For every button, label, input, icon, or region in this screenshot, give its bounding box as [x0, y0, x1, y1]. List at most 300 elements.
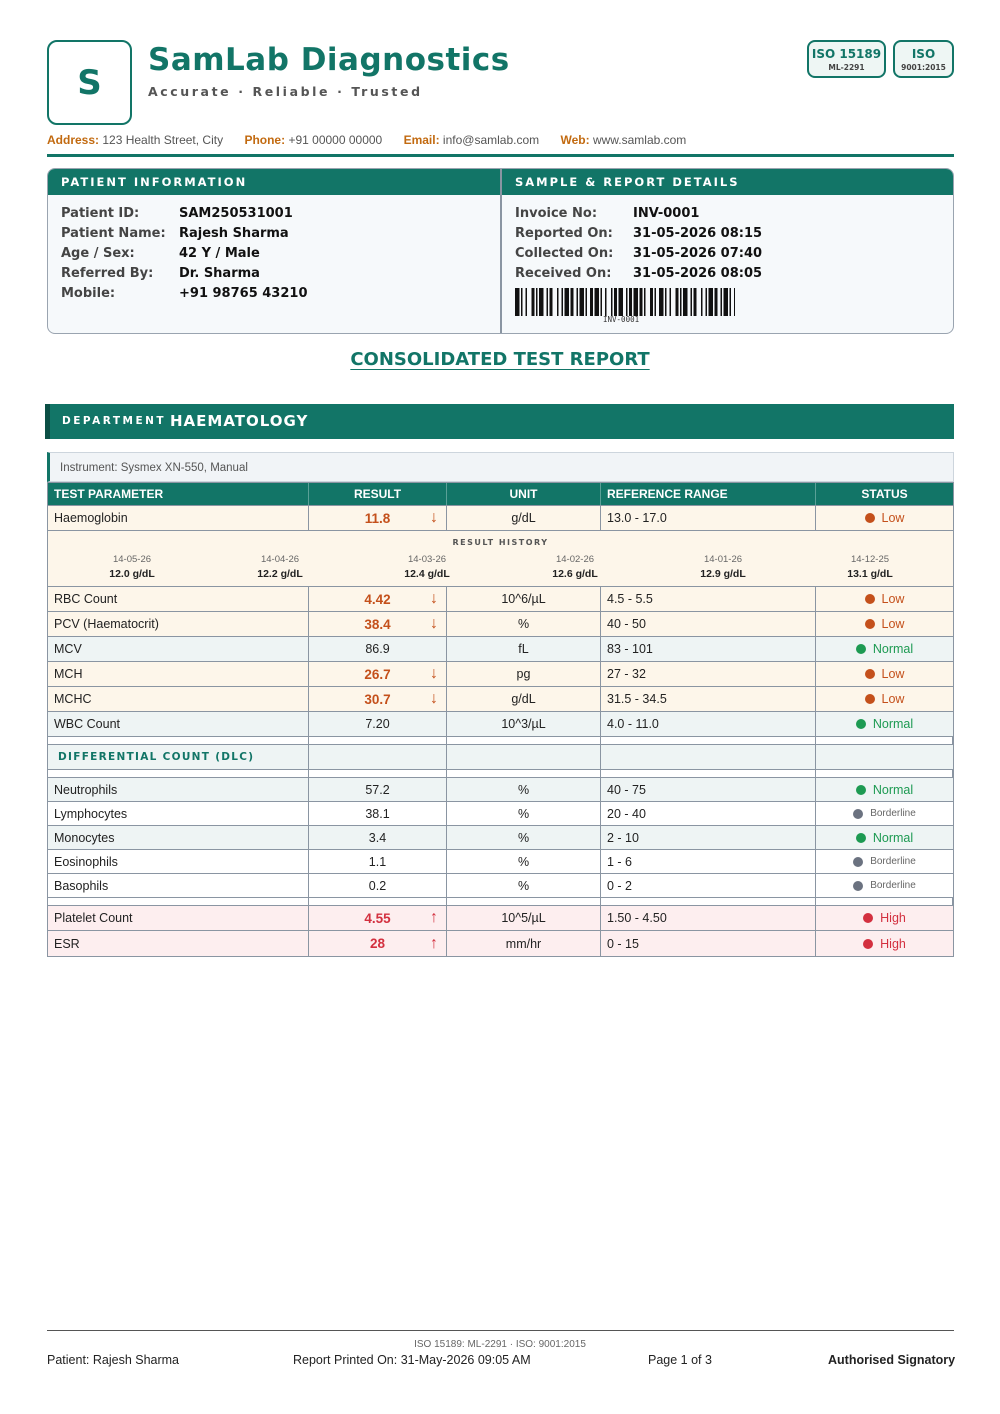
status-label: Low	[881, 511, 905, 525]
barcode-bar	[515, 288, 520, 316]
status-dot-icon	[865, 594, 875, 604]
info-row	[61, 224, 308, 244]
header-status: STATUS	[861, 487, 908, 501]
barcode-bar	[640, 288, 643, 316]
spacer-cell	[48, 770, 309, 777]
barcode-bar	[605, 288, 607, 316]
barcode-bar	[683, 288, 688, 316]
barcode-bar	[665, 288, 667, 316]
barcode-bar	[614, 288, 617, 316]
barcode-bar	[539, 288, 544, 316]
table-row	[48, 850, 953, 874]
cell-reference-range: 31.5 - 34.5	[601, 687, 816, 711]
dlc-cell	[816, 745, 953, 769]
cell-status	[816, 687, 953, 711]
table-row	[48, 662, 953, 687]
cell-reference-range: 20 - 40	[601, 802, 816, 825]
history-value: 12.4 g/dL	[404, 568, 450, 580]
history-date: 14-04-26	[260, 554, 300, 565]
barcode-bar	[586, 288, 588, 316]
spacer-cell	[601, 737, 816, 744]
cell-status	[816, 906, 953, 930]
result-value: 3.4	[368, 830, 387, 845]
barcode-bar	[634, 288, 639, 316]
barcode-bar	[730, 288, 732, 316]
cell-result	[309, 637, 447, 661]
spacer-cell	[447, 898, 601, 905]
status-badge	[853, 880, 916, 891]
cell-parameter: MCHC	[48, 687, 309, 711]
history-point	[663, 554, 783, 580]
barcode-bar	[557, 288, 559, 316]
iso-badge-title: ISO 15189	[811, 47, 882, 61]
cell-result	[309, 712, 447, 736]
cell-result	[309, 687, 447, 711]
status-dot-icon	[856, 833, 866, 843]
status-dot-icon	[863, 913, 873, 923]
history-date: 14-05-26	[112, 554, 152, 565]
barcode	[515, 288, 735, 316]
cell-unit: pg	[447, 662, 601, 686]
status-dot-icon	[865, 669, 875, 679]
barcode-bar	[536, 288, 538, 316]
table-row	[48, 712, 953, 737]
cell-unit: 10^5/µL	[447, 906, 601, 930]
cell-parameter: WBC Count	[48, 712, 309, 736]
barcode-bar	[550, 288, 553, 316]
history-point	[810, 554, 930, 580]
status-badge	[856, 831, 913, 845]
cell-parameter: Platelet Count	[48, 906, 309, 930]
report-title-text: CONSOLIDATED TEST REPORT	[350, 349, 650, 370]
table-row	[48, 778, 953, 802]
barcode-bar	[691, 288, 693, 316]
barcode-bar	[601, 288, 603, 316]
result-value: 38.1	[365, 806, 390, 821]
iso-badge-title: ISO	[911, 47, 936, 61]
cell-status	[816, 874, 953, 897]
info-value: Dr. Sharma	[179, 266, 260, 281]
sample-details-heading: SAMPLE & REPORT DETAILS	[502, 169, 954, 195]
status-badge	[853, 856, 916, 867]
spacer-cell	[447, 737, 601, 744]
arrow-down-icon: ↓	[430, 690, 438, 707]
result-value: 11.8	[364, 510, 391, 526]
cell-status	[816, 802, 953, 825]
info-row	[515, 264, 762, 284]
barcode-bar	[701, 288, 703, 316]
info-value: Rajesh Sharma	[179, 226, 289, 241]
web-label: Web:	[560, 133, 590, 147]
footer-divider	[47, 1330, 954, 1331]
footer-signatory: Authorised Signatory	[828, 1353, 956, 1367]
cell-result	[309, 587, 447, 611]
cell-parameter: PCV (Haematocrit)	[48, 612, 309, 636]
report-title	[0, 349, 1000, 370]
info-label: Collected On:	[515, 246, 614, 261]
arrow-down-icon: ↓	[430, 509, 438, 526]
department-label: DEPARTMENT	[62, 415, 167, 427]
table-spacer	[48, 770, 953, 778]
cell-reference-range: 4.5 - 5.5	[601, 587, 816, 611]
cell-unit: mm/hr	[447, 931, 601, 956]
status-label: High	[880, 936, 906, 951]
spacer-cell	[309, 770, 447, 777]
dlc-cell	[48, 745, 309, 769]
history-value: 12.6 g/dL	[552, 568, 598, 580]
result-history-title: RESULT HISTORY	[452, 538, 549, 547]
status-label: Normal	[872, 782, 914, 797]
arrow-down-icon: ↓	[430, 615, 438, 632]
barcode-bar	[562, 288, 564, 316]
info-row	[515, 224, 762, 244]
address-label: Address:	[47, 133, 100, 147]
info-label: Mobile:	[61, 286, 116, 301]
cell-unit: fL	[447, 637, 601, 661]
result-value: 30.7	[364, 691, 391, 707]
cell-parameter: RBC Count	[48, 587, 309, 611]
spacer-cell	[447, 770, 601, 777]
cell-result	[309, 874, 447, 897]
cell-unit: %	[447, 874, 601, 897]
footer-page: Page 1 of 3	[648, 1353, 712, 1367]
spacer-cell	[816, 737, 953, 744]
results-table	[47, 482, 954, 957]
cell-reference-range: 40 - 75	[601, 778, 816, 801]
cell-unit: %	[447, 612, 601, 636]
table-spacer	[48, 898, 953, 906]
info-label: Reported On:	[515, 226, 613, 241]
status-label: Borderline	[870, 880, 916, 891]
cell-reference-range: 2 - 10	[601, 826, 816, 849]
table-row	[48, 687, 953, 712]
status-dot-icon	[853, 857, 863, 867]
arrow-up-icon: ↑	[430, 934, 438, 952]
status-label: Normal	[872, 830, 914, 845]
iso-badge-15189	[807, 40, 886, 78]
barcode-bar	[706, 288, 708, 316]
contact-line	[47, 133, 704, 147]
department-bar	[45, 404, 954, 439]
barcode-bar	[571, 288, 574, 316]
info-label: Invoice No:	[515, 206, 598, 221]
status-label: Low	[881, 617, 905, 631]
result-value: 7.20	[365, 717, 390, 731]
cell-reference-range: 13.0 - 17.0	[601, 506, 816, 530]
footer-patient: Patient: Rajesh Sharma	[47, 1353, 180, 1367]
cell-reference-range: 1.50 - 4.50	[601, 906, 816, 930]
cell-result	[309, 931, 447, 956]
spacer-cell	[816, 770, 953, 777]
barcode-bar	[626, 288, 628, 316]
cell-status	[816, 850, 953, 873]
cell-parameter: Basophils	[48, 874, 309, 897]
cell-unit: %	[447, 850, 601, 873]
result-value: 38.4	[364, 616, 391, 632]
status-badge	[865, 592, 905, 606]
info-panel	[47, 168, 954, 334]
status-label: Low	[881, 667, 905, 681]
cell-status	[816, 662, 953, 686]
barcode-bar	[521, 288, 523, 316]
cell-unit: %	[447, 778, 601, 801]
result-value: 4.42	[364, 591, 391, 607]
cell-parameter: MCH	[48, 662, 309, 686]
iso-badge-sub: ML-2291	[828, 63, 865, 72]
status-badge	[863, 937, 906, 951]
header-reference-range: REFERENCE RANGE	[601, 483, 816, 505]
cell-result	[309, 906, 447, 930]
result-value: 0.2	[368, 878, 387, 893]
status-label: High	[880, 911, 906, 925]
barcode-bar	[734, 288, 735, 316]
info-row	[515, 204, 762, 224]
info-value: SAM250531001	[179, 206, 293, 221]
info-value: +91 98765 43210	[179, 286, 308, 301]
web-value: www.samlab.com	[592, 133, 687, 147]
spacer-cell	[309, 898, 447, 905]
info-value: 42 Y / Male	[179, 246, 260, 261]
cell-status	[816, 778, 953, 801]
status-badge	[863, 911, 906, 925]
result-value: 4.55	[364, 910, 391, 926]
status-badge	[865, 692, 905, 706]
arrow-down-icon: ↓	[430, 590, 438, 607]
cell-parameter: Eosinophils	[48, 850, 309, 873]
barcode-bar	[680, 288, 682, 316]
dlc-cell	[601, 745, 816, 769]
result-value: 57.2	[365, 782, 390, 797]
barcode-bar	[595, 288, 600, 316]
cell-unit: 10^3/µL	[447, 712, 601, 736]
cell-unit: %	[447, 802, 601, 825]
cell-result	[309, 850, 447, 873]
iso-badge-sub: 9001:2015	[901, 63, 946, 72]
email-value: info@samlab.com	[442, 133, 540, 147]
cell-result	[309, 506, 447, 530]
lab-name: SamLab Diagnostics	[148, 42, 510, 78]
history-point	[367, 554, 487, 580]
barcode-bar	[619, 288, 624, 316]
cell-status	[816, 712, 953, 736]
table-row	[48, 906, 953, 931]
cell-reference-range: 0 - 15	[601, 931, 816, 956]
cell-parameter: MCV	[48, 637, 309, 661]
info-label: Received On:	[515, 266, 612, 281]
history-point	[72, 554, 192, 580]
cell-result	[309, 612, 447, 636]
cell-reference-range: 27 - 32	[601, 662, 816, 686]
barcode-bar	[532, 288, 535, 316]
history-point	[220, 554, 340, 580]
cell-reference-range: 1 - 6	[601, 850, 816, 873]
barcode-bar	[526, 288, 528, 316]
cell-result	[309, 826, 447, 849]
table-row	[48, 874, 953, 898]
barcode-bar	[724, 288, 729, 316]
barcode-bar	[577, 288, 579, 316]
phone-label: Phone:	[244, 133, 286, 147]
barcode-bar	[580, 288, 585, 316]
barcode-bar	[547, 288, 549, 316]
info-row	[61, 284, 308, 304]
status-label: Normal	[872, 642, 914, 656]
info-row	[515, 244, 762, 264]
department-name: HAEMATOLOGY	[170, 412, 309, 430]
barcode-bar	[629, 288, 632, 316]
status-badge	[865, 667, 905, 681]
cell-parameter: ESR	[48, 931, 309, 956]
cell-reference-range: 4.0 - 11.0	[601, 712, 816, 736]
barcode-bar	[611, 288, 613, 316]
spacer-cell	[601, 898, 816, 905]
info-label: Patient ID:	[61, 206, 140, 221]
result-history	[48, 531, 953, 587]
barcode-bar	[709, 288, 714, 316]
dlc-label: DIFFERENTIAL COUNT (DLC)	[58, 751, 255, 763]
table-row	[48, 612, 953, 637]
header-result: RESULT	[309, 483, 447, 505]
cell-result	[309, 662, 447, 686]
dlc-cell	[447, 745, 601, 769]
result-value: 26.7	[364, 666, 391, 682]
status-badge	[853, 808, 916, 819]
info-label: Age / Sex:	[61, 246, 135, 261]
cell-reference-range: 0 - 2	[601, 874, 816, 897]
history-point	[515, 554, 635, 580]
patient-info-list	[61, 204, 308, 304]
table-row	[48, 826, 953, 850]
address-value: 123 Health Street, City	[102, 133, 224, 147]
status-dot-icon	[865, 694, 875, 704]
footer-iso: ISO 15189: ML-2291 · ISO: 9001:2015	[414, 1339, 586, 1350]
barcode-bar	[650, 288, 653, 316]
status-dot-icon	[865, 619, 875, 629]
cell-status	[816, 931, 953, 956]
dlc-section-header	[48, 745, 953, 770]
info-row	[61, 204, 308, 224]
cell-result	[309, 778, 447, 801]
lab-logo: S	[47, 40, 132, 125]
barcode-bar	[715, 288, 718, 316]
history-date: 14-12-25	[850, 554, 890, 565]
barcode-bar	[644, 288, 646, 316]
email-label: Email:	[403, 133, 440, 147]
cell-unit: g/dL	[447, 506, 601, 530]
cell-parameter: Monocytes	[48, 826, 309, 849]
header-test-parameter: TEST PARAMETER	[48, 483, 309, 505]
status-label: Borderline	[870, 808, 916, 819]
status-badge	[856, 642, 913, 656]
status-dot-icon	[856, 719, 866, 729]
status-dot-icon	[856, 644, 866, 654]
table-row	[48, 931, 953, 956]
barcode-bar	[721, 288, 723, 316]
barcode-bar	[565, 288, 570, 316]
history-date: 14-01-26	[703, 554, 743, 565]
info-value: 31-05-2026 08:15	[633, 226, 763, 241]
spacer-cell	[309, 737, 447, 744]
status-badge	[856, 783, 913, 797]
result-value: 86.9	[365, 642, 390, 656]
arrow-up-icon: ↑	[430, 909, 438, 926]
history-value: 12.0 g/dL	[109, 568, 155, 580]
cell-parameter: Neutrophils	[48, 778, 309, 801]
history-date: 14-03-26	[407, 554, 447, 565]
history-date: 14-02-26	[555, 554, 595, 565]
info-label: Patient Name:	[61, 226, 166, 241]
history-value: 12.2 g/dL	[257, 568, 303, 580]
status-label: Low	[881, 692, 905, 706]
instrument-note: Instrument: Sysmex XN-550, Manual	[47, 452, 954, 482]
table-row	[48, 587, 953, 612]
result-value: 28	[369, 936, 386, 951]
cell-reference-range: 40 - 50	[601, 612, 816, 636]
spacer-cell	[601, 770, 816, 777]
status-label: Normal	[872, 717, 914, 731]
barcode-bar	[694, 288, 697, 316]
cell-parameter: Lymphocytes	[48, 802, 309, 825]
cell-status	[816, 587, 953, 611]
status-label: Borderline	[870, 856, 916, 867]
cell-result	[309, 802, 447, 825]
status-dot-icon	[865, 513, 875, 523]
patient-info-heading: PATIENT INFORMATION	[48, 169, 500, 195]
spacer-cell	[48, 898, 309, 905]
info-row	[61, 244, 308, 264]
cell-unit: %	[447, 826, 601, 849]
status-label: Low	[881, 592, 905, 606]
status-badge	[865, 617, 905, 631]
cell-unit: g/dL	[447, 687, 601, 711]
history-value: 12.9 g/dL	[700, 568, 746, 580]
info-row	[61, 264, 308, 284]
status-badge	[856, 717, 913, 731]
info-value: 31-05-2026 07:40	[633, 246, 763, 261]
cell-reference-range: 83 - 101	[601, 637, 816, 661]
info-label: Referred By:	[61, 266, 154, 281]
table-row	[48, 506, 953, 531]
status-dot-icon	[853, 881, 863, 891]
dlc-cell	[309, 745, 447, 769]
barcode-text: INV-0001	[603, 315, 640, 324]
spacer-cell	[48, 737, 309, 744]
status-dot-icon	[863, 939, 873, 949]
cell-status	[816, 826, 953, 849]
barcode-bar	[670, 288, 672, 316]
phone-value: +91 00000 00000	[288, 133, 383, 147]
info-value: INV-0001	[633, 206, 700, 221]
table-header	[48, 483, 953, 506]
barcode-bar	[676, 288, 679, 316]
header-divider	[47, 154, 954, 157]
lab-tagline: Accurate · Reliable · Trusted	[148, 84, 423, 99]
info-value: 31-05-2026 08:05	[633, 266, 763, 281]
history-value: 13.1 g/dL	[847, 568, 893, 580]
arrow-down-icon: ↓	[430, 665, 438, 682]
status-badge	[865, 511, 905, 525]
table-spacer	[48, 737, 953, 745]
table-row	[48, 637, 953, 662]
barcode-bar	[659, 288, 664, 316]
spacer-cell	[816, 898, 953, 905]
status-dot-icon	[856, 785, 866, 795]
barcode-bar	[655, 288, 657, 316]
status-dot-icon	[853, 809, 863, 819]
footer-printed: Report Printed On: 31-May-2026 09:05 AM	[293, 1353, 531, 1367]
sample-details-list	[515, 204, 762, 284]
info-divider	[500, 169, 502, 334]
